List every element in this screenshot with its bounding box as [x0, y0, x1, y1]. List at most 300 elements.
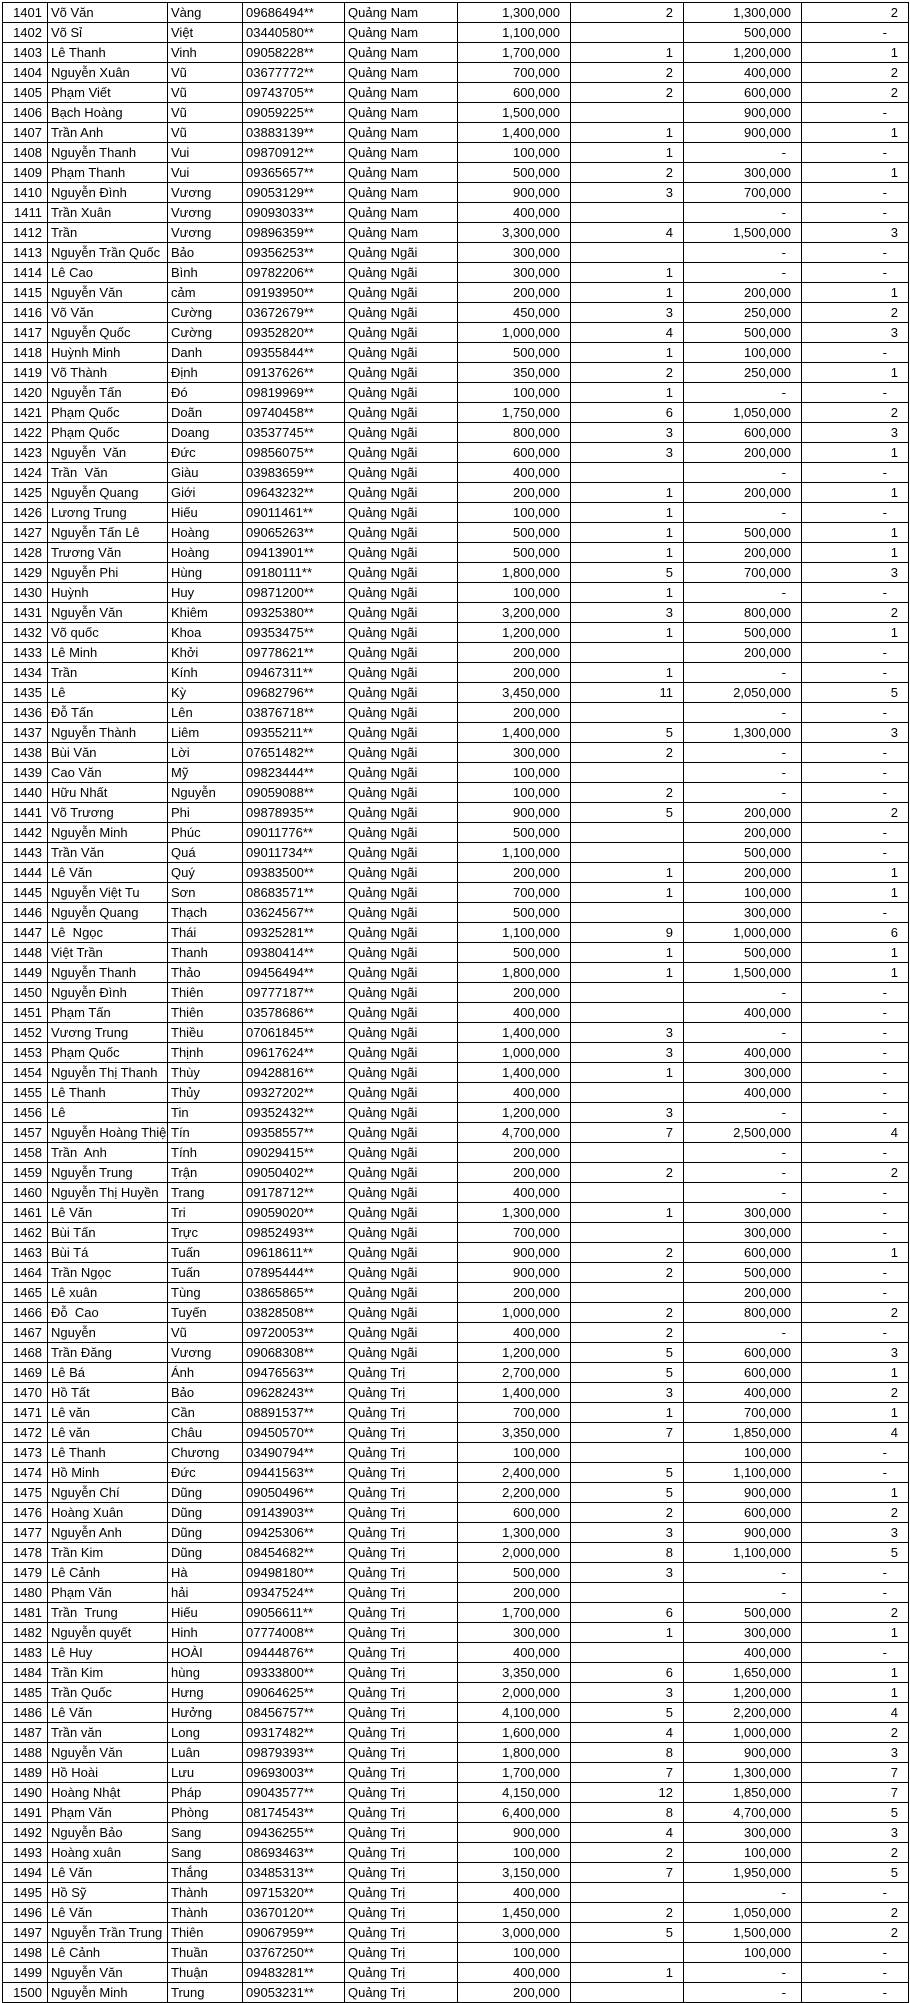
cell-first-name[interactable]: Tri: [168, 1203, 243, 1223]
cell-amount-1[interactable]: 1,300,000: [458, 1523, 571, 1543]
cell-first-name[interactable]: Hiếu: [168, 503, 243, 523]
cell-row-id[interactable]: 1455: [3, 1083, 48, 1103]
cell-last-name[interactable]: Hồ Minh: [48, 1463, 168, 1483]
cell-amount-1[interactable]: 1,800,000: [458, 963, 571, 983]
cell-count-1[interactable]: [571, 203, 684, 223]
cell-last-name[interactable]: Võ Thành: [48, 363, 168, 383]
cell-amount-1[interactable]: 700,000: [458, 1223, 571, 1243]
cell-province[interactable]: Quảng Trị: [345, 1823, 458, 1843]
cell-first-name[interactable]: Tuấn: [168, 1263, 243, 1283]
cell-last-name[interactable]: Lê Cảnh: [48, 1563, 168, 1583]
cell-row-id[interactable]: 1481: [3, 1603, 48, 1623]
cell-count-2[interactable]: 2: [802, 403, 909, 423]
cell-count-2[interactable]: 1: [802, 363, 909, 383]
cell-province[interactable]: Quảng Ngãi: [345, 663, 458, 683]
cell-row-id[interactable]: 1427: [3, 523, 48, 543]
cell-count-1[interactable]: 3: [571, 603, 684, 623]
cell-count-2[interactable]: 1: [802, 943, 909, 963]
cell-count-1[interactable]: 1: [571, 963, 684, 983]
cell-phone[interactable]: 07651482**: [243, 743, 345, 763]
cell-count-2[interactable]: -: [802, 1563, 909, 1583]
cell-count-2[interactable]: 3: [802, 1523, 909, 1543]
cell-count-2[interactable]: 2: [802, 1603, 909, 1623]
cell-phone[interactable]: 09180111**: [243, 563, 345, 583]
cell-phone[interactable]: 09355211**: [243, 723, 345, 743]
cell-last-name[interactable]: Võ Trương: [48, 803, 168, 823]
cell-first-name[interactable]: Vương: [168, 1343, 243, 1363]
cell-count-2[interactable]: -: [802, 1063, 909, 1083]
cell-phone[interactable]: 09193950**: [243, 283, 345, 303]
cell-count-1[interactable]: 7: [571, 1863, 684, 1883]
cell-row-id[interactable]: 1457: [3, 1123, 48, 1143]
cell-province[interactable]: Quảng Nam: [345, 103, 458, 123]
cell-last-name[interactable]: Trần Kim: [48, 1663, 168, 1683]
cell-count-2[interactable]: -: [802, 1463, 909, 1483]
cell-first-name[interactable]: Cường: [168, 323, 243, 343]
cell-last-name[interactable]: Lê Ngọc: [48, 923, 168, 943]
cell-province[interactable]: Quảng Ngãi: [345, 863, 458, 883]
cell-first-name[interactable]: Phúc: [168, 823, 243, 843]
cell-first-name[interactable]: Chương: [168, 1443, 243, 1463]
cell-province[interactable]: Quảng Ngãi: [345, 523, 458, 543]
cell-first-name[interactable]: Bảo: [168, 243, 243, 263]
cell-first-name[interactable]: Vàng: [168, 3, 243, 23]
cell-amount-1[interactable]: 400,000: [458, 1083, 571, 1103]
cell-first-name[interactable]: Dũng: [168, 1503, 243, 1523]
cell-count-1[interactable]: 1: [571, 663, 684, 683]
cell-last-name[interactable]: Việt Trần: [48, 943, 168, 963]
cell-province[interactable]: Quảng Ngãi: [345, 323, 458, 343]
cell-amount-1[interactable]: 1,400,000: [458, 1063, 571, 1083]
cell-count-2[interactable]: 2: [802, 603, 909, 623]
cell-amount-1[interactable]: 100,000: [458, 1943, 571, 1963]
cell-row-id[interactable]: 1409: [3, 163, 48, 183]
cell-row-id[interactable]: 1456: [3, 1103, 48, 1123]
cell-first-name[interactable]: Thắng: [168, 1863, 243, 1883]
cell-first-name[interactable]: Thiên: [168, 983, 243, 1003]
cell-count-1[interactable]: 7: [571, 1423, 684, 1443]
cell-count-2[interactable]: -: [802, 1643, 909, 1663]
cell-phone[interactable]: 03983659**: [243, 463, 345, 483]
cell-last-name[interactable]: Vương Trung: [48, 1023, 168, 1043]
cell-count-2[interactable]: -: [802, 243, 909, 263]
cell-amount-1[interactable]: 200,000: [458, 1163, 571, 1183]
cell-phone[interactable]: 09355844**: [243, 343, 345, 363]
cell-count-2[interactable]: 3: [802, 563, 909, 583]
cell-phone[interactable]: 09617624**: [243, 1043, 345, 1063]
cell-amount-1[interactable]: 3,150,000: [458, 1863, 571, 1883]
cell-phone[interactable]: 03677772**: [243, 63, 345, 83]
cell-first-name[interactable]: Long: [168, 1723, 243, 1743]
cell-count-1[interactable]: 2: [571, 83, 684, 103]
cell-count-1[interactable]: 1: [571, 1063, 684, 1083]
cell-amount-1[interactable]: 4,700,000: [458, 1123, 571, 1143]
cell-phone[interactable]: 09383500**: [243, 863, 345, 883]
cell-last-name[interactable]: Nguyễn Thị Huyền: [48, 1183, 168, 1203]
cell-first-name[interactable]: Dũng: [168, 1543, 243, 1563]
cell-amount-1[interactable]: 800,000: [458, 423, 571, 443]
cell-count-1[interactable]: 5: [571, 1923, 684, 1943]
cell-phone[interactable]: 07061845**: [243, 1023, 345, 1043]
cell-province[interactable]: Quảng Ngãi: [345, 1203, 458, 1223]
cell-count-1[interactable]: 1: [571, 383, 684, 403]
cell-amount-2[interactable]: -: [684, 703, 802, 723]
cell-last-name[interactable]: Trần Ngọc: [48, 1263, 168, 1283]
cell-row-id[interactable]: 1498: [3, 1943, 48, 1963]
cell-amount-1[interactable]: 1,800,000: [458, 1743, 571, 1763]
cell-amount-1[interactable]: 2,400,000: [458, 1463, 571, 1483]
cell-amount-2[interactable]: 500,000: [684, 623, 802, 643]
cell-first-name[interactable]: Cần: [168, 1403, 243, 1423]
cell-amount-2[interactable]: 1,050,000: [684, 1903, 802, 1923]
cell-phone[interactable]: 08693463**: [243, 1843, 345, 1863]
cell-row-id[interactable]: 1492: [3, 1823, 48, 1843]
cell-count-2[interactable]: -: [802, 503, 909, 523]
cell-amount-2[interactable]: 200,000: [684, 803, 802, 823]
cell-count-1[interactable]: [571, 1083, 684, 1103]
cell-first-name[interactable]: Quá: [168, 843, 243, 863]
cell-amount-2[interactable]: 2,500,000: [684, 1123, 802, 1143]
cell-amount-2[interactable]: -: [684, 243, 802, 263]
cell-row-id[interactable]: 1437: [3, 723, 48, 743]
cell-row-id[interactable]: 1472: [3, 1423, 48, 1443]
cell-amount-1[interactable]: 700,000: [458, 883, 571, 903]
cell-row-id[interactable]: 1474: [3, 1463, 48, 1483]
cell-count-1[interactable]: 2: [571, 363, 684, 383]
cell-count-2[interactable]: 1: [802, 123, 909, 143]
cell-count-1[interactable]: 3: [571, 303, 684, 323]
cell-first-name[interactable]: Thành: [168, 1883, 243, 1903]
cell-province[interactable]: Quảng Trị: [345, 1783, 458, 1803]
cell-province[interactable]: Quảng Nam: [345, 23, 458, 43]
cell-phone[interactable]: 09059020**: [243, 1203, 345, 1223]
cell-first-name[interactable]: Bảo: [168, 1383, 243, 1403]
cell-amount-2[interactable]: 300,000: [684, 903, 802, 923]
cell-phone[interactable]: 07895444**: [243, 1263, 345, 1283]
cell-province[interactable]: Quảng Ngãi: [345, 883, 458, 903]
cell-phone[interactable]: 09068308**: [243, 1343, 345, 1363]
cell-phone[interactable]: 03828508**: [243, 1303, 345, 1323]
cell-amount-2[interactable]: 700,000: [684, 563, 802, 583]
cell-count-2[interactable]: 2: [802, 803, 909, 823]
cell-amount-1[interactable]: 4,150,000: [458, 1783, 571, 1803]
cell-last-name[interactable]: Lê văn: [48, 1403, 168, 1423]
cell-amount-2[interactable]: -: [684, 463, 802, 483]
cell-phone[interactable]: 09428816**: [243, 1063, 345, 1083]
cell-row-id[interactable]: 1449: [3, 963, 48, 983]
cell-province[interactable]: Quảng Ngãi: [345, 623, 458, 643]
cell-last-name[interactable]: Nguyễn Văn: [48, 1963, 168, 1983]
cell-phone[interactable]: 09425306**: [243, 1523, 345, 1543]
cell-phone[interactable]: 09436255**: [243, 1823, 345, 1843]
cell-amount-2[interactable]: -: [684, 1183, 802, 1203]
cell-row-id[interactable]: 1413: [3, 243, 48, 263]
cell-province[interactable]: Quảng Ngãi: [345, 1183, 458, 1203]
cell-first-name[interactable]: Việt: [168, 23, 243, 43]
cell-province[interactable]: Quảng Trị: [345, 1603, 458, 1623]
cell-first-name[interactable]: Cường: [168, 303, 243, 323]
cell-count-2[interactable]: 7: [802, 1763, 909, 1783]
cell-first-name[interactable]: Tín: [168, 1123, 243, 1143]
cell-amount-2[interactable]: 1,500,000: [684, 963, 802, 983]
cell-count-1[interactable]: [571, 823, 684, 843]
cell-last-name[interactable]: Hoàng xuân: [48, 1843, 168, 1863]
cell-phone[interactable]: 09456494**: [243, 963, 345, 983]
cell-amount-2[interactable]: 1,650,000: [684, 1663, 802, 1683]
cell-row-id[interactable]: 1403: [3, 43, 48, 63]
cell-row-id[interactable]: 1484: [3, 1663, 48, 1683]
cell-amount-1[interactable]: 450,000: [458, 303, 571, 323]
cell-count-2[interactable]: -: [802, 663, 909, 683]
cell-amount-2[interactable]: 100,000: [684, 1943, 802, 1963]
cell-row-id[interactable]: 1454: [3, 1063, 48, 1083]
cell-first-name[interactable]: Vũ: [168, 123, 243, 143]
cell-count-1[interactable]: 4: [571, 1823, 684, 1843]
cell-count-1[interactable]: 5: [571, 1483, 684, 1503]
cell-count-1[interactable]: 2: [571, 743, 684, 763]
cell-count-1[interactable]: 2: [571, 1263, 684, 1283]
cell-count-1[interactable]: 2: [571, 1303, 684, 1323]
cell-province[interactable]: Quảng Nam: [345, 183, 458, 203]
cell-phone[interactable]: 07774008**: [243, 1623, 345, 1643]
cell-count-1[interactable]: 2: [571, 163, 684, 183]
cell-amount-1[interactable]: 200,000: [458, 1283, 571, 1303]
cell-last-name[interactable]: Nguyễn Đình: [48, 983, 168, 1003]
cell-first-name[interactable]: Nguyễn: [168, 783, 243, 803]
cell-amount-2[interactable]: 250,000: [684, 303, 802, 323]
cell-count-2[interactable]: -: [802, 203, 909, 223]
cell-first-name[interactable]: Trận: [168, 1163, 243, 1183]
cell-last-name[interactable]: Trần Anh: [48, 123, 168, 143]
cell-phone[interactable]: 09782206**: [243, 263, 345, 283]
cell-count-2[interactable]: -: [802, 1023, 909, 1043]
cell-amount-2[interactable]: 200,000: [684, 483, 802, 503]
cell-row-id[interactable]: 1491: [3, 1803, 48, 1823]
cell-amount-1[interactable]: 600,000: [458, 1503, 571, 1523]
cell-row-id[interactable]: 1425: [3, 483, 48, 503]
cell-count-1[interactable]: 12: [571, 1783, 684, 1803]
cell-count-2[interactable]: 6: [802, 923, 909, 943]
cell-count-1[interactable]: 8: [571, 1743, 684, 1763]
cell-last-name[interactable]: Bùi Tá: [48, 1243, 168, 1263]
cell-first-name[interactable]: Vũ: [168, 1323, 243, 1343]
cell-phone[interactable]: 09380414**: [243, 943, 345, 963]
cell-amount-2[interactable]: 300,000: [684, 1223, 802, 1243]
cell-phone[interactable]: 09686494**: [243, 3, 345, 23]
cell-count-2[interactable]: 4: [802, 1123, 909, 1143]
cell-last-name[interactable]: Nguyễn Việt Tu: [48, 883, 168, 903]
cell-row-id[interactable]: 1469: [3, 1363, 48, 1383]
cell-amount-1[interactable]: 1,000,000: [458, 323, 571, 343]
cell-count-1[interactable]: 2: [571, 1243, 684, 1263]
cell-first-name[interactable]: Liêm: [168, 723, 243, 743]
cell-row-id[interactable]: 1451: [3, 1003, 48, 1023]
cell-last-name[interactable]: Phạm Văn: [48, 1803, 168, 1823]
cell-first-name[interactable]: Trực: [168, 1223, 243, 1243]
cell-count-2[interactable]: -: [802, 1263, 909, 1283]
cell-amount-2[interactable]: 500,000: [684, 23, 802, 43]
cell-row-id[interactable]: 1475: [3, 1483, 48, 1503]
cell-province[interactable]: Quảng Trị: [345, 1943, 458, 1963]
cell-province[interactable]: Quảng Ngãi: [345, 1163, 458, 1183]
cell-amount-1[interactable]: 200,000: [458, 1983, 571, 2003]
cell-province[interactable]: Quảng Ngãi: [345, 343, 458, 363]
cell-province[interactable]: Quảng Nam: [345, 43, 458, 63]
cell-amount-1[interactable]: 350,000: [458, 363, 571, 383]
cell-first-name[interactable]: Châu: [168, 1423, 243, 1443]
cell-province[interactable]: Quảng Ngãi: [345, 583, 458, 603]
cell-province[interactable]: Quảng Ngãi: [345, 783, 458, 803]
cell-last-name[interactable]: Nguyễn: [48, 1323, 168, 1343]
cell-count-2[interactable]: -: [802, 1963, 909, 1983]
cell-first-name[interactable]: Thiều: [168, 1023, 243, 1043]
cell-last-name[interactable]: Nguyễn Văn: [48, 603, 168, 623]
cell-amount-2[interactable]: 600,000: [684, 1343, 802, 1363]
cell-amount-2[interactable]: 200,000: [684, 863, 802, 883]
cell-amount-2[interactable]: 500,000: [684, 943, 802, 963]
cell-province[interactable]: Quảng Trị: [345, 1403, 458, 1423]
cell-count-2[interactable]: 3: [802, 423, 909, 443]
cell-first-name[interactable]: Hinh: [168, 1623, 243, 1643]
cell-count-2[interactable]: -: [802, 703, 909, 723]
cell-count-1[interactable]: 3: [571, 1043, 684, 1063]
cell-phone[interactable]: 08174543**: [243, 1803, 345, 1823]
cell-last-name[interactable]: Lê Minh: [48, 643, 168, 663]
cell-count-1[interactable]: 3: [571, 1383, 684, 1403]
cell-first-name[interactable]: Thùy: [168, 1063, 243, 1083]
cell-first-name[interactable]: Tin: [168, 1103, 243, 1123]
cell-count-2[interactable]: 4: [802, 1703, 909, 1723]
cell-last-name[interactable]: Phạm Quốc: [48, 1043, 168, 1063]
cell-province[interactable]: Quảng Nam: [345, 203, 458, 223]
cell-amount-2[interactable]: 900,000: [684, 1523, 802, 1543]
cell-phone[interactable]: 09879393**: [243, 1743, 345, 1763]
cell-first-name[interactable]: Khiêm: [168, 603, 243, 623]
cell-province[interactable]: Quảng Ngãi: [345, 1283, 458, 1303]
cell-phone[interactable]: 09325281**: [243, 923, 345, 943]
cell-last-name[interactable]: Bùi Văn: [48, 743, 168, 763]
cell-row-id[interactable]: 1406: [3, 103, 48, 123]
cell-phone[interactable]: 03578686**: [243, 1003, 345, 1023]
cell-amount-2[interactable]: -: [684, 203, 802, 223]
cell-province[interactable]: Quảng Trị: [345, 1683, 458, 1703]
cell-count-2[interactable]: 2: [802, 1383, 909, 1403]
cell-count-1[interactable]: 7: [571, 1763, 684, 1783]
cell-first-name[interactable]: Phi: [168, 803, 243, 823]
cell-count-1[interactable]: 5: [571, 563, 684, 583]
cell-province[interactable]: Quảng Ngãi: [345, 983, 458, 1003]
cell-first-name[interactable]: Dũng: [168, 1523, 243, 1543]
cell-amount-2[interactable]: 900,000: [684, 1483, 802, 1503]
cell-count-2[interactable]: 1: [802, 1663, 909, 1683]
cell-amount-2[interactable]: 100,000: [684, 343, 802, 363]
cell-phone[interactable]: 09059088**: [243, 783, 345, 803]
cell-count-2[interactable]: -: [802, 983, 909, 1003]
cell-amount-2[interactable]: -: [684, 383, 802, 403]
cell-row-id[interactable]: 1482: [3, 1623, 48, 1643]
cell-count-2[interactable]: -: [802, 823, 909, 843]
cell-amount-1[interactable]: 300,000: [458, 243, 571, 263]
cell-province[interactable]: Quảng Ngãi: [345, 1243, 458, 1263]
cell-phone[interactable]: 09327202**: [243, 1083, 345, 1103]
cell-row-id[interactable]: 1466: [3, 1303, 48, 1323]
cell-last-name[interactable]: Huỳnh: [48, 583, 168, 603]
cell-amount-1[interactable]: 500,000: [458, 823, 571, 843]
cell-count-1[interactable]: [571, 1443, 684, 1463]
cell-phone[interactable]: 09870912**: [243, 143, 345, 163]
cell-first-name[interactable]: Danh: [168, 343, 243, 363]
cell-count-2[interactable]: 1: [802, 1623, 909, 1643]
cell-count-2[interactable]: 5: [802, 1543, 909, 1563]
cell-amount-2[interactable]: -: [684, 503, 802, 523]
cell-province[interactable]: Quảng Trị: [345, 1843, 458, 1863]
cell-phone[interactable]: 09878935**: [243, 803, 345, 823]
cell-phone[interactable]: 03672679**: [243, 303, 345, 323]
cell-row-id[interactable]: 1447: [3, 923, 48, 943]
cell-last-name[interactable]: Lê Văn: [48, 1703, 168, 1723]
cell-amount-2[interactable]: 400,000: [684, 1003, 802, 1023]
cell-amount-2[interactable]: -: [684, 1583, 802, 1603]
cell-first-name[interactable]: Vui: [168, 143, 243, 163]
cell-count-2[interactable]: -: [802, 1003, 909, 1023]
cell-count-2[interactable]: 2: [802, 1723, 909, 1743]
cell-amount-1[interactable]: 1,700,000: [458, 1763, 571, 1783]
cell-row-id[interactable]: 1440: [3, 783, 48, 803]
cell-row-id[interactable]: 1485: [3, 1683, 48, 1703]
cell-phone[interactable]: 09823444**: [243, 763, 345, 783]
cell-row-id[interactable]: 1420: [3, 383, 48, 403]
cell-amount-2[interactable]: 1,850,000: [684, 1423, 802, 1443]
cell-row-id[interactable]: 1441: [3, 803, 48, 823]
cell-count-1[interactable]: 2: [571, 1843, 684, 1863]
cell-phone[interactable]: 03440580**: [243, 23, 345, 43]
cell-row-id[interactable]: 1430: [3, 583, 48, 603]
cell-last-name[interactable]: Trần Xuân: [48, 203, 168, 223]
cell-count-1[interactable]: [571, 763, 684, 783]
cell-count-2[interactable]: -: [802, 143, 909, 163]
cell-first-name[interactable]: Thuận: [168, 1963, 243, 1983]
cell-count-1[interactable]: 4: [571, 1723, 684, 1743]
cell-province[interactable]: Quảng Nam: [345, 83, 458, 103]
cell-province[interactable]: Quảng Ngãi: [345, 383, 458, 403]
cell-province[interactable]: Quảng Ngãi: [345, 923, 458, 943]
cell-row-id[interactable]: 1431: [3, 603, 48, 623]
cell-province[interactable]: Quảng Trị: [345, 1423, 458, 1443]
cell-last-name[interactable]: Trần Quốc: [48, 1683, 168, 1703]
cell-province[interactable]: Quảng Ngãi: [345, 1103, 458, 1123]
cell-last-name[interactable]: Đỗ Cao: [48, 1303, 168, 1323]
cell-last-name[interactable]: Nguyễn Thị Thanh: [48, 1063, 168, 1083]
cell-amount-2[interactable]: 600,000: [684, 83, 802, 103]
cell-phone[interactable]: 03670120**: [243, 1903, 345, 1923]
cell-amount-2[interactable]: 200,000: [684, 823, 802, 843]
cell-last-name[interactable]: Hồ Sỹ: [48, 1883, 168, 1903]
cell-first-name[interactable]: Hiếu: [168, 1603, 243, 1623]
cell-last-name[interactable]: Lê Bá: [48, 1363, 168, 1383]
cell-amount-2[interactable]: 500,000: [684, 323, 802, 343]
cell-count-2[interactable]: 1: [802, 483, 909, 503]
cell-amount-1[interactable]: 1,700,000: [458, 43, 571, 63]
cell-phone[interactable]: 09871200**: [243, 583, 345, 603]
cell-last-name[interactable]: Phạm Tấn: [48, 1003, 168, 1023]
cell-first-name[interactable]: Thủy: [168, 1083, 243, 1103]
cell-amount-2[interactable]: -: [684, 763, 802, 783]
cell-row-id[interactable]: 1483: [3, 1643, 48, 1663]
cell-amount-2[interactable]: 800,000: [684, 603, 802, 623]
cell-amount-1[interactable]: 1,400,000: [458, 1023, 571, 1043]
cell-amount-2[interactable]: 400,000: [684, 1083, 802, 1103]
cell-first-name[interactable]: Hưởng: [168, 1703, 243, 1723]
